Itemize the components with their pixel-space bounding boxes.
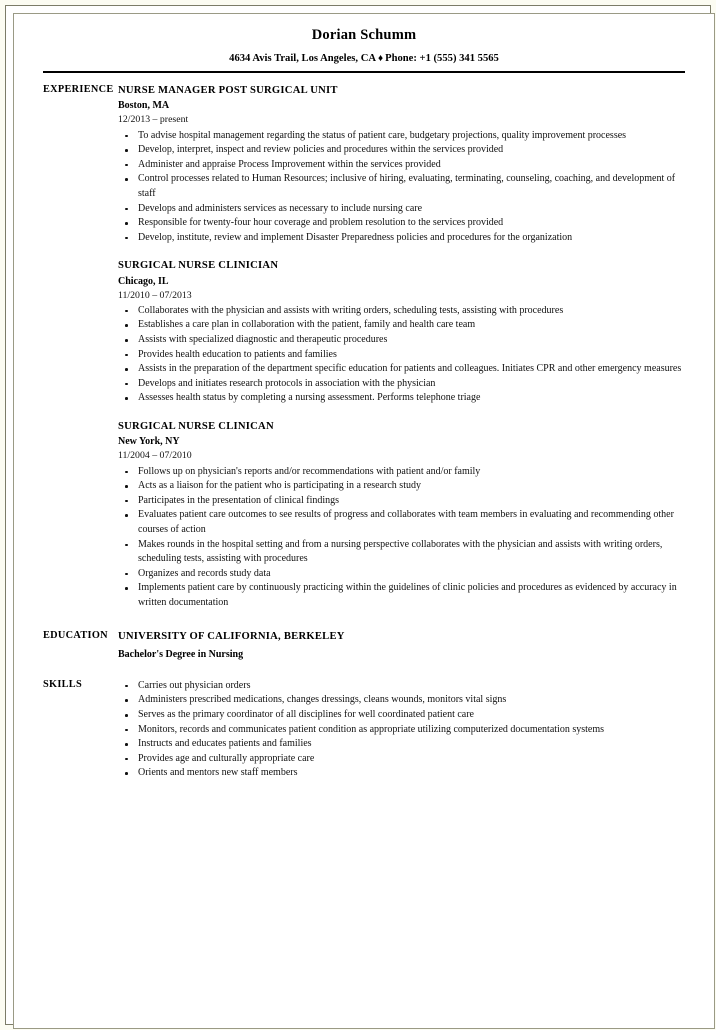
list-item: Administer and appraise Process Improvement within the services provided: [118, 158, 682, 173]
contact-line: [14, 53, 714, 66]
list-item: Serves as the primary coordinator of all disciplines for well coordinated patient care: [118, 708, 682, 723]
list-item: Assists in the preparation of the department specific education for patients and colleagues. Initiates CPR and other emergency measures: [118, 362, 682, 377]
list-item: Establishes a care plan in collaboration with the patient, family and health care team: [118, 318, 682, 333]
contact-address: 4634 Avis Trail, Los Angeles, CA: [229, 53, 376, 65]
skills-bullet-list: [118, 679, 682, 781]
diamond-separator-icon: ♦: [378, 53, 384, 65]
experience-entry: [118, 420, 682, 610]
education-school: UNIVERSITY OF CALIFORNIA, BERKELEY: [118, 631, 345, 643]
list-item: Responsible for twenty-four hour coverage and problem resolution to the services provided: [118, 216, 682, 231]
education-degree: Bachelor's Degree in Nursing: [118, 648, 244, 660]
job-bullet-list: [118, 304, 682, 406]
experience-entry: [118, 259, 682, 406]
section-label-experience: EXPERIENCE: [43, 84, 114, 96]
list-item: Implements patient care by continuously practicing within the guidelines of clinic policies and procedures as evidenced by accuracy in written documentation: [118, 581, 682, 610]
education-body: [118, 630, 714, 661]
list-item: Develops and administers services as necessary to include nursing care: [118, 202, 682, 217]
list-item: Administers prescribed medications, changes dressings, cleans wounds, monitors vital signs: [118, 693, 682, 708]
job-dates: 12/2013 – present: [118, 114, 189, 126]
experience-entry: [118, 84, 682, 245]
candidate-name: Dorian Schumm: [311, 27, 417, 43]
skills-body: [118, 679, 714, 781]
job-location: Boston, MA: [118, 100, 170, 112]
list-item: Evaluates patient care outcomes to see results of progress and collaborates with team members in evaluating and recommending other courses of action: [118, 508, 682, 537]
experience-body: [118, 84, 714, 610]
list-item: Monitors, records and communicates patient condition as appropriate utilizing computerized documentation systems: [118, 723, 682, 738]
list-item: Control processes related to Human Resources; inclusive of hiring, evaluating, terminating, counseling, coaching, and development of staff: [118, 172, 682, 201]
section-experience: [14, 84, 714, 610]
list-item: Participates in the presentation of clinical findings: [118, 494, 682, 509]
list-item: Organizes and records study data: [118, 567, 682, 582]
list-item: Assists with specialized diagnostic and therapeutic procedures: [118, 333, 682, 348]
page-border-outer: [5, 5, 711, 1025]
list-item: Develops and initiates research protocols in association with the physician: [118, 377, 682, 392]
job-bullet-list: [118, 465, 682, 611]
list-item: Collaborates with the physician and assists with writing orders, scheduling tests, assisting with procedures: [118, 304, 682, 319]
job-location: Chicago, IL: [118, 275, 169, 287]
job-title: NURSE MANAGER POST SURGICAL UNIT: [118, 85, 338, 97]
resume-header: [14, 14, 714, 66]
job-dates: 11/2010 – 07/2013: [118, 289, 192, 301]
list-item: Assesses health status by completing a nursing assessment. Performs telephone triage: [118, 391, 682, 406]
list-item: Provides health education to patients and families: [118, 348, 682, 363]
list-item: Instructs and educates patients and families: [118, 737, 682, 752]
section-education: [14, 630, 714, 661]
section-label-skills: SKILLS: [43, 678, 83, 690]
section-label-education: EDUCATION: [43, 630, 108, 642]
job-location: New York, NY: [118, 436, 180, 448]
list-item: Acts as a liaison for the patient who is participating in a research study: [118, 479, 682, 494]
list-item: Orients and mentors new staff members: [118, 766, 682, 781]
job-title: SURGICAL NURSE CLINICIAN: [118, 260, 279, 272]
list-item: Develop, institute, review and implement Disaster Preparedness policies and procedures for the organization: [118, 231, 682, 246]
header-divider: [43, 71, 685, 73]
list-item: Follows up on physician's reports and/or recommendations with patient and/or family: [118, 465, 682, 480]
list-item: Makes rounds in the hospital setting and from a nursing perspective collaborates with the physician and assists with writing orders, scheduling tests, assisting with procedures: [118, 538, 682, 567]
resume-sheet: [14, 14, 714, 1028]
contact-phone: Phone: +1 (555) 341 5565: [385, 53, 499, 65]
job-dates: 11/2004 – 07/2010: [118, 450, 192, 462]
page-border-inner: [13, 13, 715, 1029]
job-bullet-list: [118, 129, 682, 246]
section-skills: [14, 679, 714, 781]
list-item: Develop, interpret, inspect and review policies and procedures within the services provided: [118, 143, 682, 158]
job-title: SURGICAL NURSE CLINICAN: [118, 421, 274, 433]
list-item: To advise hospital management regarding the status of patient care, budgetary projections, quality improvement processes: [118, 129, 682, 144]
list-item: Provides age and culturally appropriate care: [118, 752, 682, 767]
list-item: Carries out physician orders: [118, 679, 682, 694]
